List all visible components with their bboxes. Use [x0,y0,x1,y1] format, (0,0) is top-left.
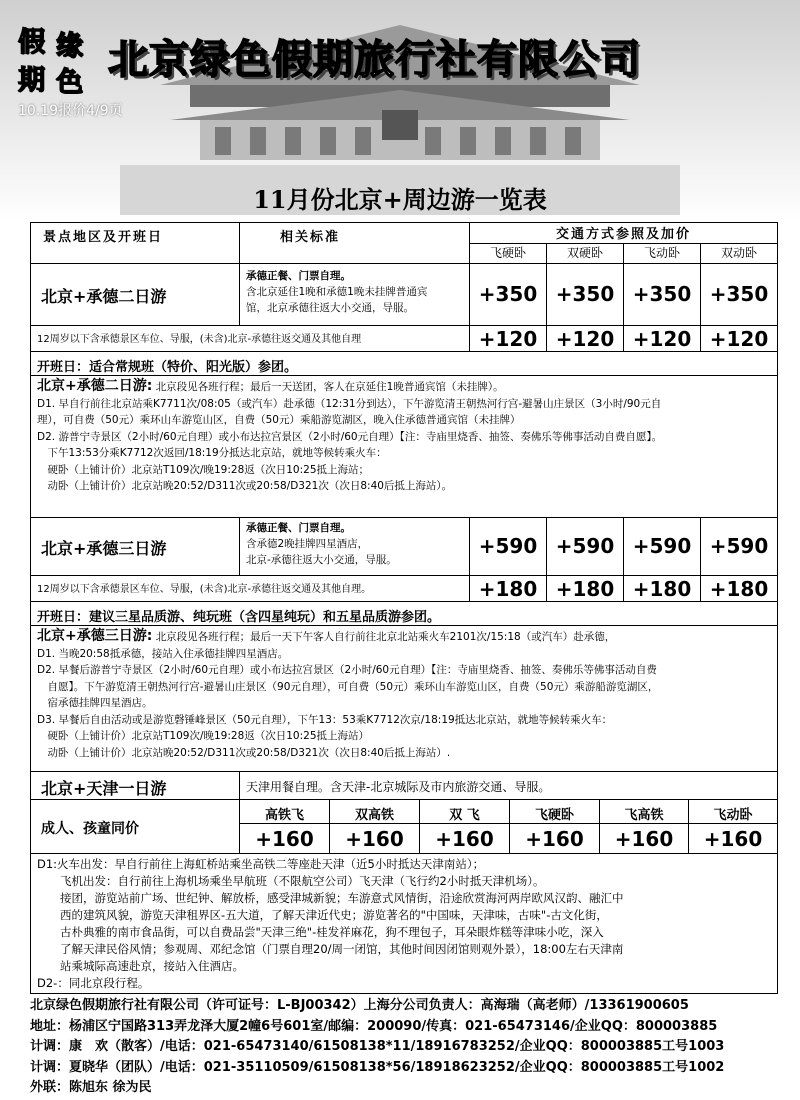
column-header-transport: 交通方式参照及加价 [469,223,777,243]
child-price-cell: +180 [623,575,700,601]
itinerary-line: D2. 早餐后游普宁寺景区（2小时/60元自理）或小布达拉宫景区（2小时/60元自理）【注：寺庙里烧香、抽签、奏佛乐等佛事活动自费 [37,664,657,676]
price-row-label: 成人、孩童同价 [31,799,239,853]
price-cell: +350 [700,263,777,325]
price-cell: +160 [329,823,419,853]
child-price-cell: +120 [546,325,623,351]
company-logo [18,20,96,98]
itinerary-line: 飞机出发：自行前往上海机场乘坐早航班（不限航空公司）飞天津（飞行约2小时抵天津机场）。 [37,874,545,888]
price-cell: +160 [509,823,599,853]
itinerary-line: 古朴典雅的南市食品街，可以自费品尝"天津三绝"-桂发祥麻花，狗不理包子，耳朵眼炸糕等津味小吃，深入 [37,925,604,939]
itinerary-line: D1:火车出发：早自行前往上海虹桥站乘坐高铁二等座赴天津（近5小时抵达天津南站）； [37,857,485,871]
price-cell: +590 [546,517,623,575]
footer-line: 地址：杨浦区宁国路313弄龙泽大厦2幢6号601室/邮编：200090/传真：021-65473146/企业QQ：800003885 [30,1018,718,1034]
price-cell: +590 [623,517,700,575]
itinerary-line: 了解天津民俗风情；参观周、邓纪念馆（门票自理20/周一闭馆，其他时间因闭馆则观外景），18:00左右天津南 [37,942,624,956]
price-cell: +160 [419,823,509,853]
itinerary-title: 北京+承德三日游: [37,628,153,644]
mode-header: 飞硬卧 [509,799,599,823]
tour-table [30,222,778,994]
itinerary: 北京+承德二日游: 北京段见各班行程；最后一天送团，客人在京延住1晚普通宾馆（未挂牌）。 D1. 早自行前往北京站乘K7711次/08:05（或汽车）赴承德（12:31分到达），下午游览清王朝热河行宫-避暑山庄景区（3小时/90元自 理），可自费（50元）乘环山车游览山区，自费（50元）乘船游览湖区，晚入住承德普通宾馆（未挂牌） D2. 游普宁寺景区（2小时/60元自理）或小布达拉宫景区（2小时/60元自理）【注：寺庙里烧香、抽签、奏佛乐等佛事活动自费自愿】。 下午13:53分乘K7712次返回/18:19分抵达北京站，就地等候转乘火车： 硬卧（上铺计价）北京站T109次/晚19:28返（次日10:25抵上海站； 动卧（上铺计价）北京站晚20:52/D311次或20:58/D321次（次日8:40后抵上海站）。 [31,375,777,517]
itinerary-line: 硬卧（上铺计价）北京站T109次/晚19:28返（次日10:25抵上海站； [37,463,370,476]
mode-header: 双硬卧 [546,243,623,263]
itinerary-line: 接团，游览站前广场、世纪钟、解放桥，感受津城新貌；车游意式风情街，沿途欣赏海河两岸欧风汉韵、融汇中 [37,891,624,905]
tour-name: 北京+承德三日游 [31,517,239,575]
logo-char: 色 [56,67,83,98]
itinerary-line: D1. 早自行前往北京站乘K7711次/08:05（或汽车）赴承德（12:31分到达），下午游览清王朝热河行宫-避暑山庄景区（3小时/90元自 [37,397,662,410]
tour-standard: 承德正餐、门票自理。 含北京延住1晚和承德1晚未挂牌普通宾 馆，北京承德往返大小交通，导服。 [239,263,469,325]
schedule-note: 开班日：适合常规班（特价、阳光版）参团。 [31,351,777,375]
tour-standard: 承德正餐、门票自理。 含承德2晚挂牌四星酒店， 北京-承德往返大小交通，导服。 [239,517,469,575]
child-price-cell: +180 [469,575,546,601]
child-price-cell: +120 [469,325,546,351]
itinerary-line: 站乘城际高速赴京，接站入住酒店。 [37,959,244,973]
price-cell: +350 [546,263,623,325]
contact-footer [30,996,790,1099]
tour-name: 北京+承德二日游 [31,263,239,325]
price-cell: +160 [599,823,688,853]
itinerary-line: 西的建筑风貌，游览天津租界区-五大道，了解天津近代史；游览著名的"中国味，天津味，古味"-古文化街， [37,908,608,922]
mode-header: 飞动卧 [688,799,777,823]
mode-header: 飞动卧 [623,243,700,263]
schedule-note: 开班日：建议三星品质游、纯玩班（含四星纯玩）和五星品质游参团。 [31,601,777,625]
price-cell: +590 [469,517,546,575]
tour-standard: 天津用餐自理。含天津-北京城际及市内旅游交通、导服。 [239,771,777,799]
child-price-cell: +120 [623,325,700,351]
footer-line: 北京绿色假期旅行社有限公司（许可证号：L-BJ00342）上海分公司负责人：高海瑞（高老师）/13361900605 [30,998,689,1013]
footer-line: 计调：夏晓华（团队）/电话：021-35110509/61508138*56/18918623252/企业QQ：800003885工号1002 [30,1059,725,1075]
itinerary-line: 理），可自费（50元）乘环山车游览山区，自费（50元）乘船游览湖区，晚入住承德普通宾馆（未挂牌） [37,414,521,426]
footer-line: 外联：陈旭东 徐为民 [30,1080,152,1095]
tour-name: 北京+天津一日游 [31,771,239,799]
itinerary-line: D2-：同北京段行程。 [37,976,150,990]
child-note: 12周岁以下含承德景区车位、导服，(未含)北京-承德往返交通及其他自理。 [31,575,469,601]
child-price-cell: +120 [700,325,777,351]
itinerary-line: 宿承德挂牌四星酒店。 [37,697,153,709]
price-cell: +160 [688,823,777,853]
mode-header: 高铁飞 [239,799,329,823]
logo-char: 期 [18,65,45,96]
mode-header: 双 飞 [419,799,509,823]
itinerary: 北京+承德三日游: 北京段见各班行程；最后一天下午客人自行前往北京北站乘火车2101次/15:18（或汽车）赴承德， D1. 当晚20:58抵承德，接站入住承德挂牌四星酒店。 D2. 早餐后游普宁寺景区（2小时/60元自理）或小布达拉宫景区（2小时/60元自理）【注：寺庙里烧香、抽签、奏佛乐等佛事活动自费 自愿】。下午游览清王朝热河行宫-避暑山庄景区（90元自理），可自费（50元）乘环山车游览山区，自费（50元）乘游船游览湖区， 宿承德挂牌四星酒店。 D3. 早餐后自由活动或是游览磬锤峰景区（50元自理），下午13：53乘K7712次京/18:19抵达北京站，就地等候转乘火车： 硬卧（上铺计价）北京站T109次/晚19:28返（次日10:25抵上海站） 动卧（上铺计价）北京站晚20:52/D311次或20:58/D321次（次日8:40后抵上海站）. [31,625,777,771]
column-header-standard: 相关标准 [239,223,469,263]
company-name: 北京绿色假期旅行社有限公司 [108,37,641,83]
mode-header: 双高铁 [329,799,419,823]
itinerary-line: 硬卧（上铺计价）北京站T109次/晚19:28返（次日10:25抵上海站） [37,730,370,742]
mode-header: 飞硬卧 [469,243,546,263]
child-note: 12周岁以下含承德景区车位、导服，(未含)北京-承德往返交通及其他自理 [31,325,469,351]
itinerary-line: 自愿】。下午游览清王朝热河行宫-避暑山庄景区（90元自理），可自费（50元）乘环山车游览山区，自费（50元）乘游船游览湖区， [37,680,659,693]
mode-header: 飞高铁 [599,799,688,823]
itinerary-line: D2. 游普宁寺景区（2小时/60元自理）或小布达拉宫景区（2小时/60元自理）【注：寺庙里烧香、抽签、奏佛乐等佛事活动自费自愿】。 [37,430,663,443]
price-cell: +350 [623,263,700,325]
itinerary [31,853,777,993]
logo-char: 缘 [56,31,83,62]
itinerary-title: 北京+承德二日游: [37,378,153,394]
price-cell: +350 [469,263,546,325]
itinerary-line: 下午13:53分乘K7712次返回/18:19分抵达北京站，就地等候转乘火车： [37,447,387,459]
logo-char: 假 [18,27,45,58]
price-cell: +160 [239,823,329,853]
price-cell: +590 [700,517,777,575]
child-price-cell: +180 [700,575,777,601]
column-header-area: 景点地区及开班日 [43,230,164,245]
date-note: 10.19报价4/9页 [18,103,123,119]
itinerary-line: D3. 早餐后自由活动或是游览磬锤峰景区（50元自理），下午13：53乘K7712次京/18:19抵达北京站，就地等候转乘火车： [37,713,613,726]
itinerary-line: 动卧（上铺计价）北京站晚20:52/D311次或20:58/D321次（次日8:40后抵上海站）。 [37,480,453,492]
itinerary-line: D1. 当晚20:58抵承德，接站入住承德挂牌四星酒店。 [37,647,289,660]
itinerary-line: 动卧（上铺计价）北京站晚20:52/D311次或20:58/D321次（次日8:40后抵上海站）. [37,746,451,759]
footer-line: 计调：康 欢（散客）/电话：021-65473140/61508138*11/18916783252/企业QQ：800003885工号1003 [30,1039,725,1054]
page-title: 11月份北京+周边游一览表 [253,185,547,214]
child-price-cell: +180 [546,575,623,601]
header-banner [0,0,800,222]
mode-header: 双动卧 [700,243,777,263]
